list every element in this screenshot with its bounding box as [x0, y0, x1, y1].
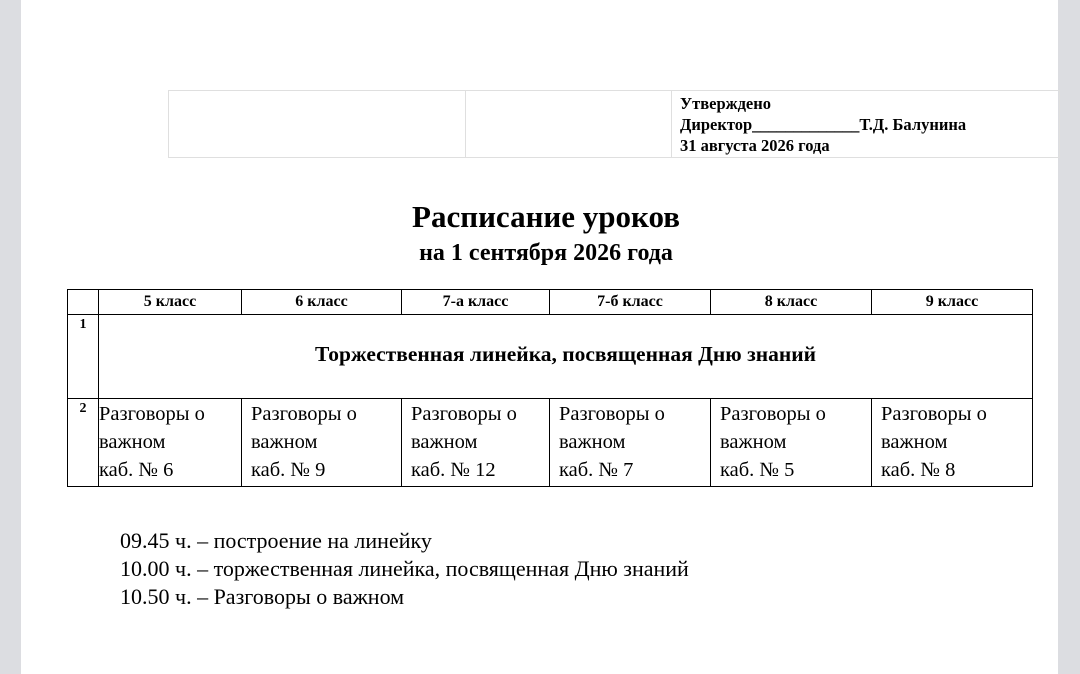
lesson-subject-cont: важном: [720, 431, 787, 453]
lesson-number: 1: [68, 315, 99, 399]
note-line: 10.50 ч. – Разговоры о важном: [120, 584, 405, 609]
lesson-room: каб. № 6: [99, 459, 174, 481]
approval-empty-cell-2: [466, 91, 672, 158]
lesson-subject-cont: важном: [99, 431, 166, 453]
lesson-room: каб. № 9: [251, 459, 326, 481]
approval-date: 31 августа 2026 года: [680, 136, 830, 155]
lesson-room: каб. № 12: [411, 459, 496, 481]
header-cell-5: 5 класс: [99, 290, 242, 315]
timing-notes: [120, 527, 689, 611]
header-cell-8: 8 класс: [711, 290, 872, 315]
note-line: 09.45 ч. – построение на линейку: [120, 528, 432, 553]
page-title: Расписание уроков: [412, 199, 680, 234]
note-line: 10.00 ч. – торжественная линейка, посвященная Дню знаний: [120, 556, 689, 581]
header-cell-7a: 7-а класс: [402, 290, 550, 315]
header-cell-num: [68, 290, 99, 315]
lesson-room: каб. № 7: [559, 459, 634, 481]
approval-stamp-cell: [672, 91, 1060, 158]
lesson-subject: Разговоры о: [720, 403, 826, 425]
lesson-subject-cont: важном: [251, 431, 318, 453]
lesson-cell: [711, 399, 872, 487]
lesson-room: каб. № 5: [720, 459, 795, 481]
approval-director: Директор_____________Т.Д. Балунина: [680, 115, 967, 134]
lesson-number: 2: [68, 399, 99, 487]
lesson-cell: [242, 399, 402, 487]
header-cell-7b: 7-б класс: [550, 290, 711, 315]
table-header-row: [68, 290, 1033, 315]
lesson-cell: [550, 399, 711, 487]
approval-table: [168, 90, 1060, 158]
lesson-subject-cont: важном: [881, 431, 948, 453]
lesson-room: каб. № 8: [881, 459, 956, 481]
header-cell-6: 6 класс: [242, 290, 402, 315]
lesson-subject-cont: важном: [411, 431, 478, 453]
lesson-cell: [402, 399, 550, 487]
table-row: [68, 315, 1033, 399]
approval-title: Утверждено: [680, 94, 772, 113]
lesson-cell: [872, 399, 1033, 487]
schedule-table: [67, 289, 1033, 487]
document-page: [21, 0, 1058, 674]
lesson-subject: Разговоры о: [411, 403, 517, 425]
table-row: [68, 399, 1033, 487]
lesson-subject: Разговоры о: [99, 403, 205, 425]
lesson-cell: [99, 399, 242, 487]
approval-empty-cell-1: [169, 91, 466, 158]
lesson-subject: Разговоры о: [559, 403, 665, 425]
ceremony-cell: Торжественная линейка, посвященная Дню знаний: [99, 315, 1033, 399]
lesson-subject-cont: важном: [559, 431, 626, 453]
lesson-subject: Разговоры о: [251, 403, 357, 425]
header-cell-9: 9 класс: [872, 290, 1033, 315]
lesson-subject: Разговоры о: [881, 403, 987, 425]
page-subtitle: на 1 сентября 2026 года: [419, 240, 673, 266]
